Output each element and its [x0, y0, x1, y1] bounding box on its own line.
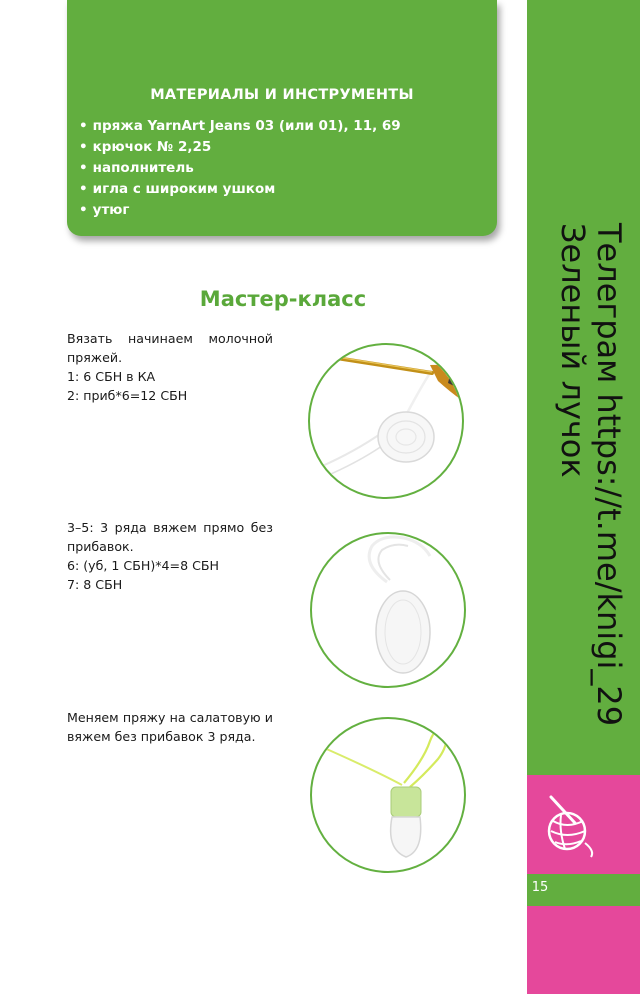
section-title: Мастер-класс: [199, 287, 367, 311]
step-line: 6: (уб, 1 СБН)*4=8 СБН: [67, 558, 220, 573]
materials-box: [67, 0, 497, 236]
step-1-text: [67, 329, 273, 405]
telegram-watermark: [555, 223, 627, 726]
materials-item: • игла с широким ушком: [79, 179, 401, 200]
materials-item: • утюг: [79, 200, 401, 221]
step-line: 1: 6 СБН в КА: [67, 369, 156, 384]
step-line: 2: приб*6=12 СБН: [67, 388, 188, 403]
step-3-text: [67, 708, 273, 746]
sidebar-pink-band-bottom: [527, 906, 640, 994]
step-3-photo: [310, 717, 466, 873]
step-1-photo: [308, 343, 464, 499]
step-intro: 3–5: 3 ряда вяжем прямо без прибавок.: [67, 520, 273, 554]
telegram-link-text: Телеграм https://t.me/knigi_29: [590, 223, 628, 727]
sidebar-pink-band: [527, 775, 640, 874]
materials-item: • пряжа YarnArt Jeans 03 (или 01), 11, 69: [79, 116, 401, 137]
page-number: 15: [531, 880, 549, 895]
materials-item: • наполнитель: [79, 158, 401, 179]
channel-name-text: Зеленый лучок: [554, 223, 592, 478]
step-2-text: [67, 518, 273, 594]
step-2-photo: [310, 532, 466, 688]
materials-list: [79, 116, 401, 221]
yarn-ball-with-hook-icon: [533, 787, 605, 863]
step-intro: Меняем пряжу на салатовую и вяжем без прибавок 3 ряда.: [67, 710, 273, 744]
materials-title: МАТЕРИАЛЫ И ИНСТРУМЕНТЫ: [150, 87, 414, 103]
materials-item: • крючок № 2,25: [79, 137, 401, 158]
step-intro: Вязать начинаем молочной пряжей.: [67, 331, 273, 365]
step-line: 7: 8 СБН: [67, 577, 123, 592]
